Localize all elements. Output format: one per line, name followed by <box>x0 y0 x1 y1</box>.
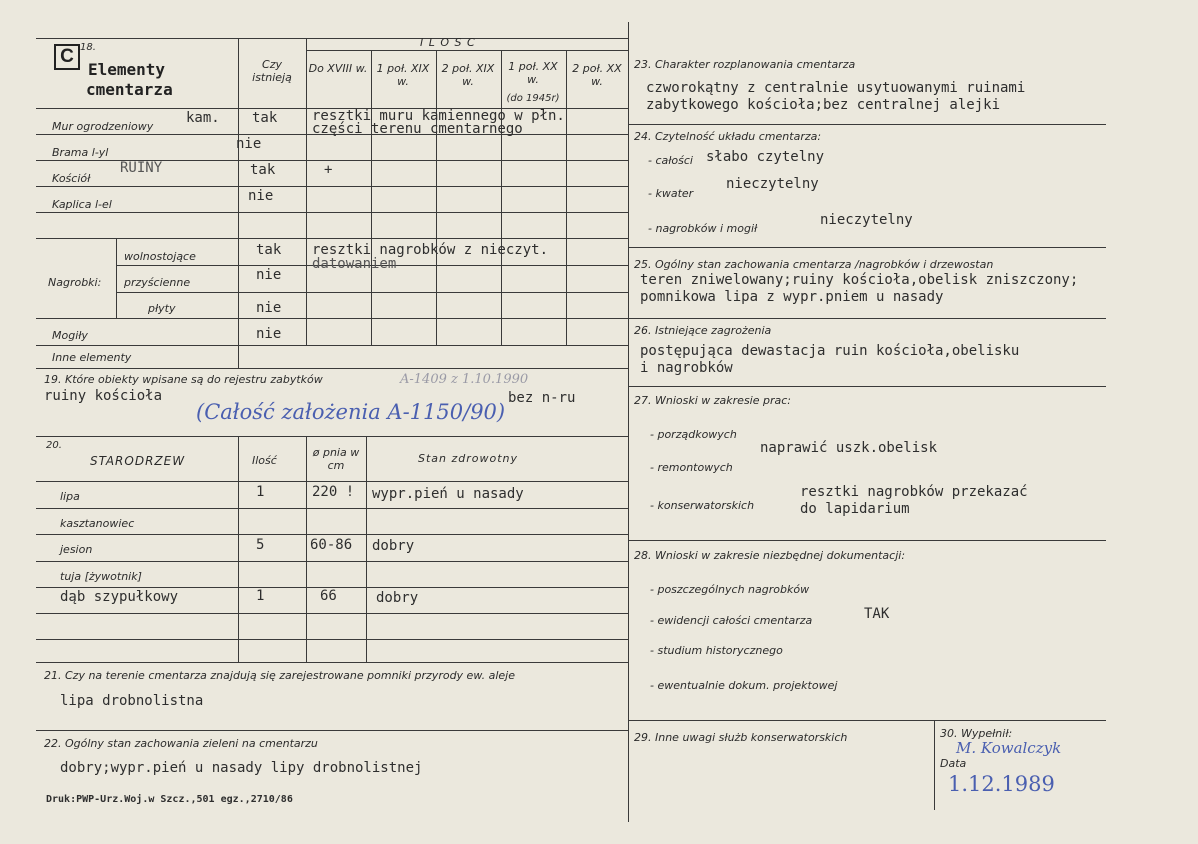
col-header-czy: Czy istnieją <box>252 58 292 84</box>
rule <box>36 508 628 509</box>
wolnostojace-note-1: resztki nagrobków z nieczyt. <box>312 242 549 258</box>
s19-bez-nru: bez n-ru <box>508 390 576 406</box>
s27-porzadkowych-label: - porządkowych <box>650 428 737 441</box>
s24-calosci-value: słabo czytelny <box>706 149 825 165</box>
col-header-1p19: 1 poł. XIX w. <box>376 62 430 88</box>
rule <box>566 50 567 345</box>
s21-label: 21. Czy na terenie cmentarza znajdują się zarejestrowane pomniki przyrody ew. aleje <box>44 669 516 682</box>
s23-line2: zabytkowego kościoła;bez centralnej alejki <box>646 97 1001 113</box>
row-label-nagrobki: Nagrobki: <box>48 276 102 289</box>
tree-name: tuja [żywotnik] <box>60 570 142 583</box>
s28-ewidencji: - ewidencji całości cmentarza <box>650 614 813 627</box>
col-header-2p19: 2 poł. XIX w. <box>441 62 495 88</box>
s26-label: 26. Istniejące zagrożenia <box>634 324 772 337</box>
s20-header-starodrzew: STARODRZEW <box>90 454 186 468</box>
rule <box>36 345 628 346</box>
row-label-mogily: Mogiły <box>52 329 88 342</box>
tree-count: 5 <box>256 537 265 553</box>
tree-condition: wypr.pień u nasady <box>372 486 524 502</box>
s24-nagrobkow-value: nieczytelny <box>820 212 913 228</box>
table-title-line2: cmentarza <box>86 80 173 99</box>
brama-czy: nie <box>236 136 262 152</box>
s25-line2: pomnikowa lipa z wypr.pniem u nasady <box>640 289 944 305</box>
mogily-czy: nie <box>256 326 282 342</box>
rule <box>501 50 502 345</box>
rule <box>306 436 307 662</box>
rule <box>371 50 372 345</box>
s30-signature: M. Kowalczyk <box>956 739 1062 757</box>
rule <box>36 662 628 663</box>
rule <box>934 720 935 810</box>
row-label-kosciol: Kościół <box>52 172 91 185</box>
mur-note-1: resztki muru kamiennego w płn. <box>312 108 565 124</box>
s19-handwritten: (Całość założenia A-1150/90) <box>196 400 506 424</box>
s20-number: 20. <box>46 440 62 451</box>
rule <box>628 22 629 822</box>
s27-porzadkowych-value: naprawić uszk.obelisk <box>760 440 938 456</box>
tree-diameter: 60-86 <box>310 537 353 553</box>
wolnostojace-note-2: datowaniem <box>312 256 397 272</box>
s28-studium: - studium historycznego <box>650 644 783 657</box>
rule <box>36 38 628 39</box>
mur-czy: tak <box>252 110 278 126</box>
rule <box>436 50 437 345</box>
kaplica-czy: nie <box>248 188 274 204</box>
s24-nagrobkow-label: - nagrobków i mogił <box>648 222 758 235</box>
tree-diameter: 66 <box>320 588 337 604</box>
rule <box>116 238 117 318</box>
tree-count: 1 <box>256 484 265 500</box>
col-header-ilosc: I L O S C <box>420 36 476 49</box>
s28-ewidencji-value: TAK <box>864 606 890 622</box>
rule <box>306 38 307 345</box>
print-info: Druk:PWP-Urz.Woj.w Szcz.,501 egz.,2710/86 <box>46 794 293 805</box>
s25-label: 25. Ogólny stan zachowania cmentarza /nagrobków i drzewostan <box>634 258 994 271</box>
rule <box>36 613 628 614</box>
s28-projektowej: - ewentualnie dokum. projektowej <box>650 679 838 692</box>
s24-label: 24. Czytelność układu cmentarza: <box>634 130 822 143</box>
s28-nagrobkow: - poszczególnych nagrobków <box>650 583 810 596</box>
row-label-inne: Inne elementy <box>52 351 132 364</box>
s24-kwater-label: - kwater <box>648 187 694 200</box>
s27-konserwatorskich-value-2: do lapidarium <box>800 501 910 517</box>
s30-label: 30. Wypełnił: <box>940 727 1013 740</box>
rule <box>36 212 628 213</box>
s25-line1: teren zniwelowany;ruiny kościoła,obelisk zniszczony; <box>640 272 1079 288</box>
section-number: 18. <box>80 42 96 53</box>
col-header-2p20: 2 poł. XX w. <box>572 62 622 88</box>
rule <box>628 540 1106 541</box>
rule <box>36 561 628 562</box>
tree-condition: dobry <box>376 590 419 606</box>
rule <box>36 318 628 319</box>
rule <box>628 247 1106 248</box>
s30-data-label: Data <box>940 757 967 770</box>
rule <box>238 436 239 662</box>
col-header-1p20-note: (do 1945r) <box>506 93 560 104</box>
s21-value: lipa drobnolistna <box>60 693 204 709</box>
kosciol-note: RUINY <box>120 160 163 176</box>
tree-count: 1 <box>256 588 265 604</box>
rule <box>36 238 628 239</box>
s20-header-ilosc: Ilość <box>252 454 277 467</box>
s22-label: 22. Ogólny stan zachowania zieleni na cmentarzu <box>44 737 318 750</box>
kosciol-mark: + <box>324 162 333 178</box>
tree-name: lipa <box>60 490 80 503</box>
s22-value: dobry;wypr.pień u nasady lipy drobnolistnej <box>60 760 423 776</box>
form-letter: C <box>54 44 80 70</box>
plyty-czy: nie <box>256 300 282 316</box>
rule <box>36 368 628 369</box>
rule <box>36 534 628 535</box>
s27-label: 27. Wnioski w zakresie prac: <box>634 394 791 407</box>
row-label-plyty: płyty <box>148 302 176 315</box>
row-label-mur: Mur ogrodzeniowy <box>52 120 154 133</box>
tree-diameter: 220 ! <box>312 484 355 500</box>
s23-label: 23. Charakter rozplanowania cmentarza <box>634 58 856 71</box>
s26-line2: i nagrobków <box>640 360 733 376</box>
col-header-do18: Do XVIII w. <box>308 62 368 75</box>
tree-name: jesion <box>60 543 93 556</box>
s24-kwater-value: nieczytelny <box>726 176 819 192</box>
tree-condition: dobry <box>372 538 415 554</box>
s27-konserwatorskich-label: - konserwatorskich <box>650 499 755 512</box>
s27-konserwatorskich-value-1: resztki nagrobków przekazać <box>800 484 1028 500</box>
s19-value: ruiny kościoła <box>44 388 163 404</box>
s29-label: 29. Inne uwagi służb konserwatorskich <box>634 731 848 744</box>
table-title-line1: Elementy <box>88 60 166 79</box>
s20-header-fi: ø pnia w cm <box>312 446 360 472</box>
rule <box>36 639 628 640</box>
rule <box>36 481 628 482</box>
rule <box>36 730 628 731</box>
przyscienne-czy: nie <box>256 267 282 283</box>
s24-calosci-label: - całości <box>648 154 693 167</box>
s27-remontowych-label: - remontowych <box>650 461 733 474</box>
s26-line1: postępująca dewastacja ruin kościoła,obelisku <box>640 343 1020 359</box>
tree-name: dąb szypułkowy <box>60 589 179 605</box>
rule <box>36 436 628 437</box>
rule <box>238 38 239 368</box>
rule <box>306 50 628 51</box>
row-label-przyscienne: przyścienne <box>124 276 191 289</box>
s19-faint-note: A-1409 z 1.10.1990 <box>400 372 529 387</box>
rule <box>628 124 1106 125</box>
rule <box>628 386 1106 387</box>
s30-date: 1.12.1989 <box>948 772 1055 796</box>
mur-note-2: części terenu cmentarnego <box>312 121 523 137</box>
rule <box>366 436 367 662</box>
rule <box>628 318 1106 319</box>
row-label-kaplica: Kaplica l-el <box>52 198 112 211</box>
rule <box>628 720 1106 721</box>
kosciol-czy: tak <box>250 162 276 178</box>
row-label-brama: Brama l-yl <box>52 146 109 159</box>
col-header-1p20: 1 poł. XX w. <box>508 60 558 86</box>
s28-label: 28. Wnioski w zakresie niezbędnej dokumentacji: <box>634 549 906 562</box>
s19-label: 19. Które obiekty wpisane są do rejestru zabytków <box>44 373 323 386</box>
s23-line1: czworokątny z centralnie usytuowanymi ruinami <box>646 80 1026 96</box>
tree-name: kasztanowiec <box>60 517 135 530</box>
mur-material: kam. <box>186 110 220 126</box>
s20-header-stan: Stan zdrowotny <box>418 452 519 465</box>
wolnostojace-czy: tak <box>256 242 282 258</box>
rule <box>116 292 628 293</box>
rule <box>36 186 628 187</box>
row-label-wolnostojace: wolnostojące <box>124 250 196 263</box>
